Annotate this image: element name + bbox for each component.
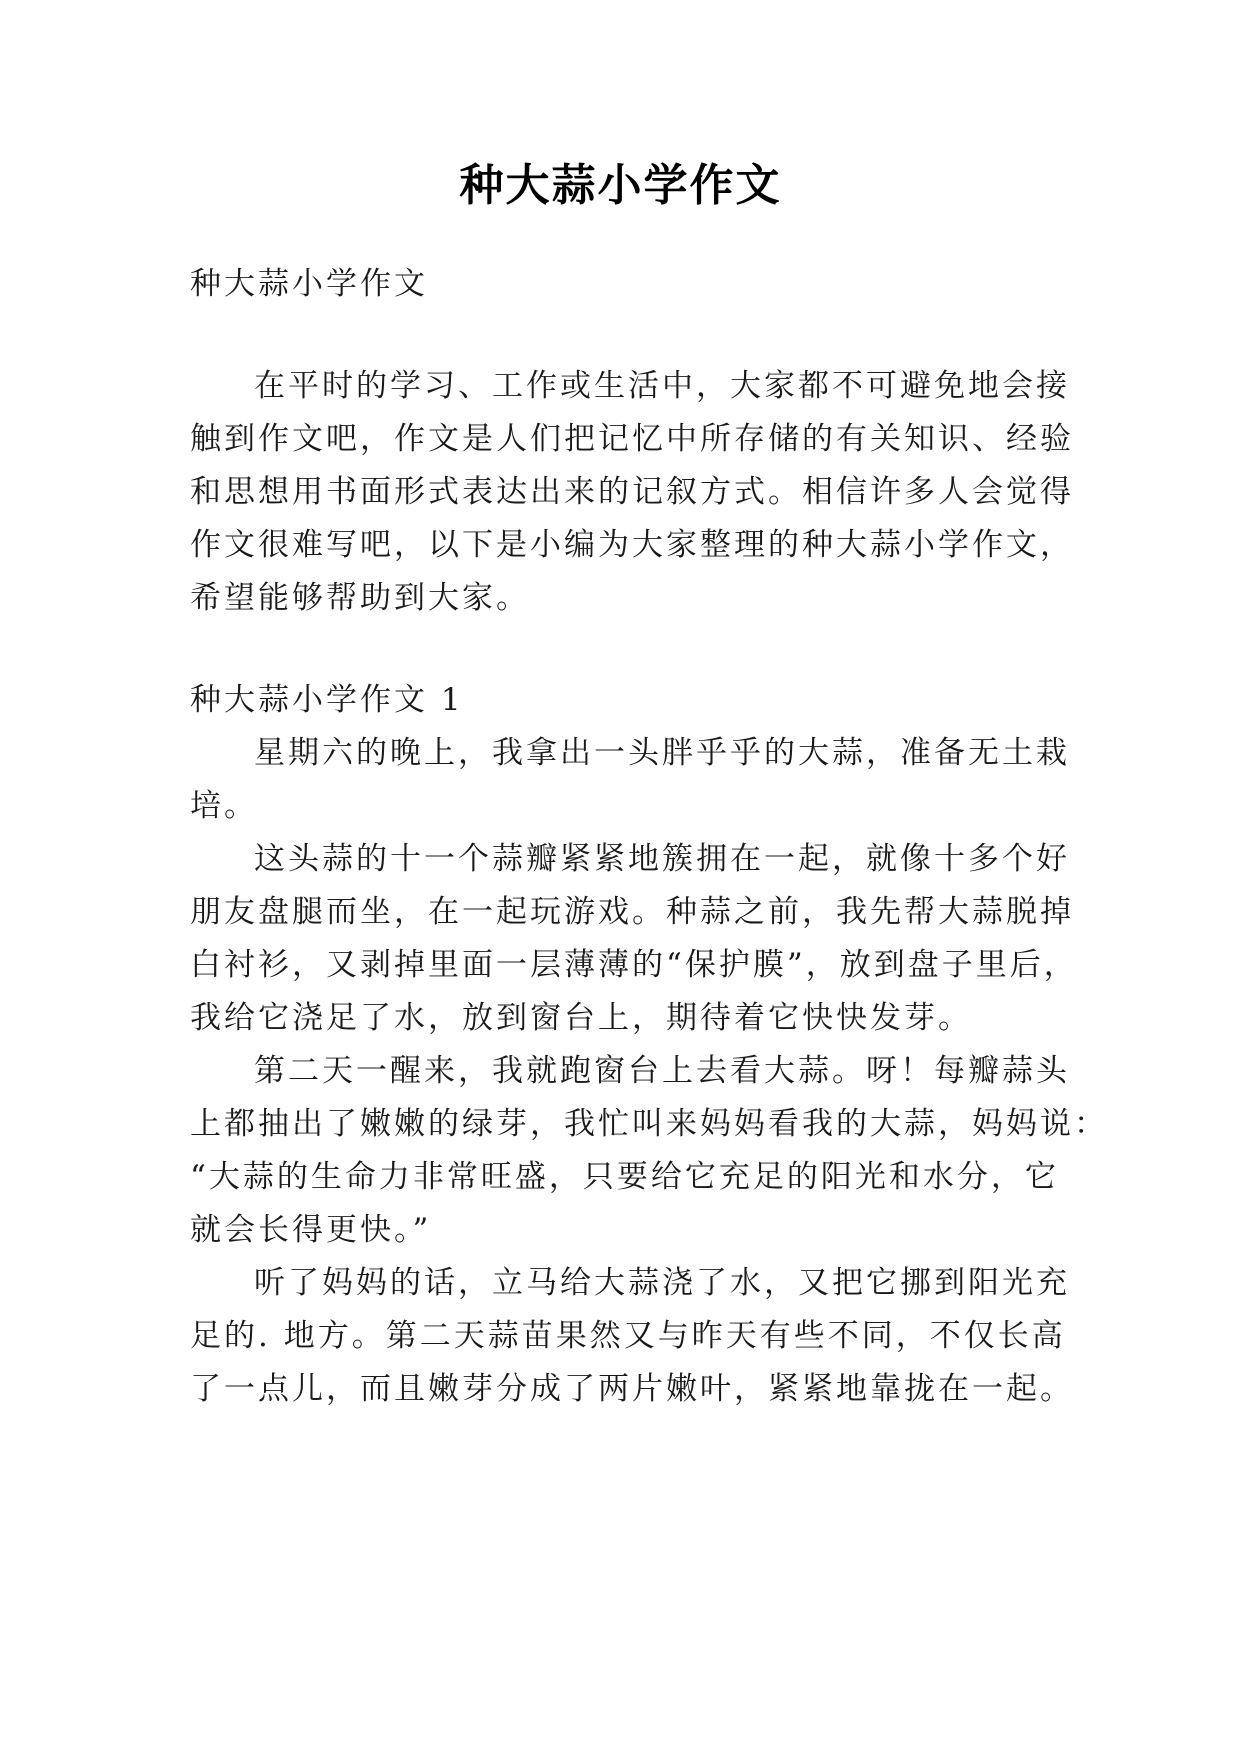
paragraph-line: 这头蒜的十一个蒜瓣紧紧地簇拥在一起，就像十多个好 — [254, 841, 1070, 877]
paragraph-line: 足的. 地方。第二天蒜苗果然又与昨天有些不同，不仅长高 — [190, 1318, 1066, 1354]
paragraph-line: 星期六的晚上，我拿出一头胖乎乎的大蒜，准备无土栽 — [254, 735, 1070, 771]
intro-line: 希望能够帮助到大家。 — [190, 580, 530, 616]
paragraph-line: 上都抽出了嫩嫩的绿芽，我忙叫来妈妈看我的大蒜，妈妈说： — [190, 1106, 1108, 1142]
paragraph-line: 培。 — [190, 788, 258, 824]
intro-line: 在平时的学习、工作或生活中，大家都不可避免地会接 — [254, 368, 1070, 404]
paragraph-line: “大蒜的生命力非常旺盛，只要给它充足的阳光和水分，它 — [190, 1159, 1059, 1195]
section-heading: 种大蒜小学作文 1 — [190, 682, 464, 718]
paragraph-line: 第二天一醒来，我就跑窗台上去看大蒜。呀！每瓣蒜头 — [254, 1053, 1070, 1089]
paragraph-line: 朋友盘腿而坐，在一起玩游戏。种蒜之前，我先帮大蒜脱掉 — [190, 894, 1074, 930]
intro-line: 作文很难写吧，以下是小编为大家整理的种大蒜小学作文， — [190, 527, 1074, 563]
document-title: 种大蒜小学作文 — [459, 160, 782, 211]
paragraph-line: 我给它浇足了水，放到窗台上，期待着它快快发芽。 — [190, 1000, 972, 1036]
intro-line: 触到作文吧，作文是人们把记忆中所存储的有关知识、经验 — [190, 421, 1074, 457]
paragraph-line: 白衬衫，又剥掉里面一层薄薄的“保护膜”，放到盘子里后， — [190, 947, 1078, 983]
intro-line: 和思想用书面形式表达出来的记叙方式。相信许多人会觉得 — [190, 474, 1074, 510]
paragraph-line: 了一点儿，而且嫩芽分成了两片嫩叶，紧紧地靠拢在一起。 — [190, 1371, 1074, 1407]
paragraph-line: 就会长得更快。” — [190, 1212, 432, 1248]
paragraph-line: 听了妈妈的话，立马给大蒜浇了水，又把它挪到阳光充 — [254, 1265, 1070, 1301]
document-subtitle: 种大蒜小学作文 — [190, 266, 428, 302]
